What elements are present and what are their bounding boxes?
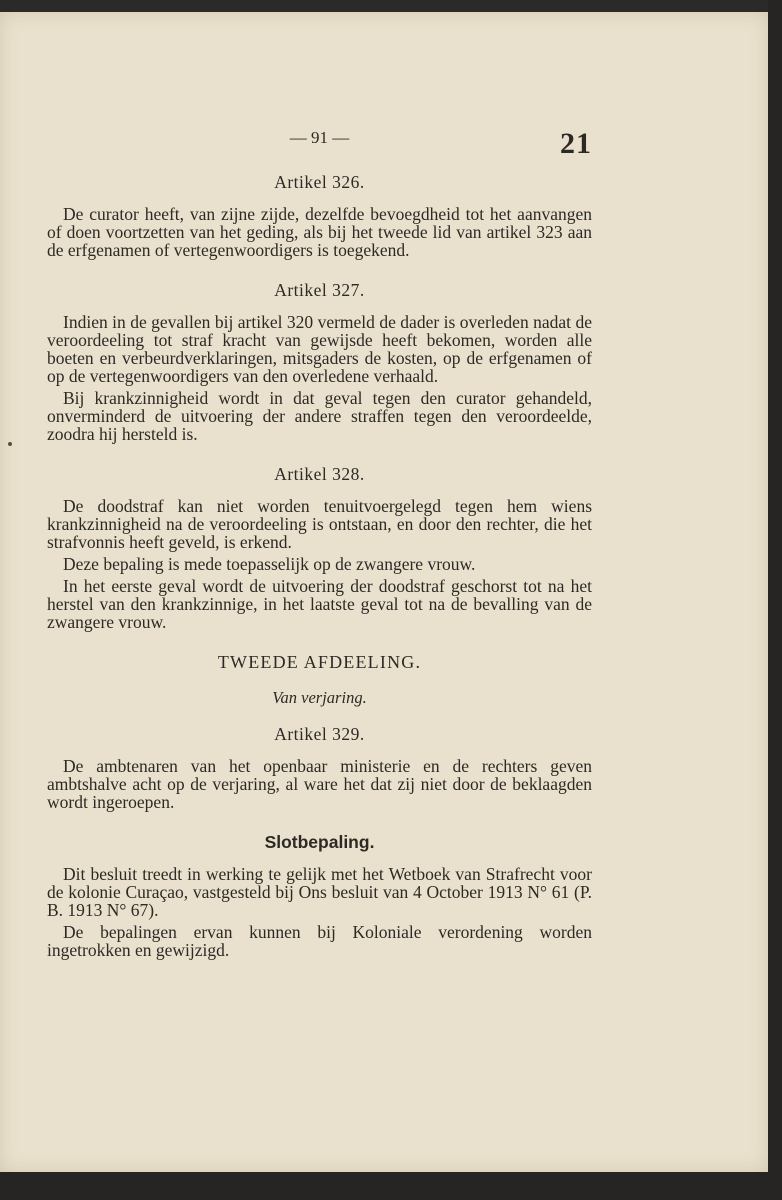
- page-content: [47, 117, 592, 963]
- page-number: — 91 —: [289, 128, 350, 147]
- article-328: [47, 465, 592, 631]
- slotbepaling-body: [47, 865, 592, 959]
- paragraph: In het eerste geval wordt de uitvoering der doodstraf geschorst tot na het herstel van den krankzinnige, in het laatste geval tot na de bevalling van de zwangere vrouw.: [47, 576, 592, 632]
- folio-number: 21: [560, 127, 592, 160]
- paragraph: De bepalingen ervan kunnen bij Koloniale verordening worden ingetrokken en gewijzigd.: [47, 922, 592, 960]
- section-title: TWEEDE AFDEELING.: [217, 652, 422, 672]
- section-subtitle: Van verjaring.: [272, 688, 367, 707]
- scan-border-bottom: [0, 1172, 782, 1200]
- scan-border-right: [768, 0, 782, 1200]
- paragraph: De curator heeft, van zijne zijde, dezelfde bevoegdheid tot het aanvangen of doen voortzetten van het geding, als bij het tweede lid van artikel 323 aan de erfgenamen of vertegenwoordigers is toegekend.: [47, 204, 592, 260]
- article-heading: Artikel 326.: [274, 172, 365, 192]
- paragraph: Indien in de gevallen bij artikel 320 vermeld de dader is overleden nadat de veroordeeling tot straf kracht van gewijsde heeft bekomen, worden alle boeten en verbeurdverklaringen, mitsgaders de kosten, op de erfgenamen of op de vertegenwoordigers van den overledene verhaald.: [47, 312, 592, 386]
- article-327: [47, 281, 592, 443]
- article-329: [47, 725, 592, 811]
- paragraph: De ambtenaren van het openbaar ministerie en de rechters geven ambtshalve acht op de verjaring, al ware het dat zij niet door de beklaagden wordt ingeroepen.: [47, 756, 592, 812]
- paragraph: Deze bepaling is mede toepasselijk op de zwangere vrouw.: [63, 554, 476, 574]
- article-326: [47, 173, 592, 259]
- article-heading: Artikel 329.: [274, 724, 365, 744]
- page-header: [47, 117, 592, 165]
- paragraph: Bij krankzinnigheid wordt in dat geval tegen den curator gehandeld, onverminderd de uitvoering der andere straffen tegen den veroordeelde, zoodra hij hersteld is.: [47, 388, 592, 444]
- margin-speck: [8, 442, 12, 446]
- document-page: [0, 12, 768, 1172]
- article-heading: Artikel 327.: [274, 280, 365, 300]
- paragraph: Dit besluit treedt in werking te gelijk met het Wetboek van Strafrecht voor de kolonie Curaçao, vastgesteld bij Ons besluit van 4 October 1913 N° 61 (P. B. 1913 N° 67).: [47, 864, 592, 920]
- paragraph: De doodstraf kan niet worden tenuitvoergelegd tegen hem wiens krankzinnigheid na de veroordeeling is ontstaan, en door den rechter, die het strafvonnis heeft geveld, is erkend.: [47, 496, 592, 552]
- article-heading: Artikel 328.: [274, 464, 365, 484]
- slotbepaling-heading: Slotbepaling.: [264, 832, 375, 852]
